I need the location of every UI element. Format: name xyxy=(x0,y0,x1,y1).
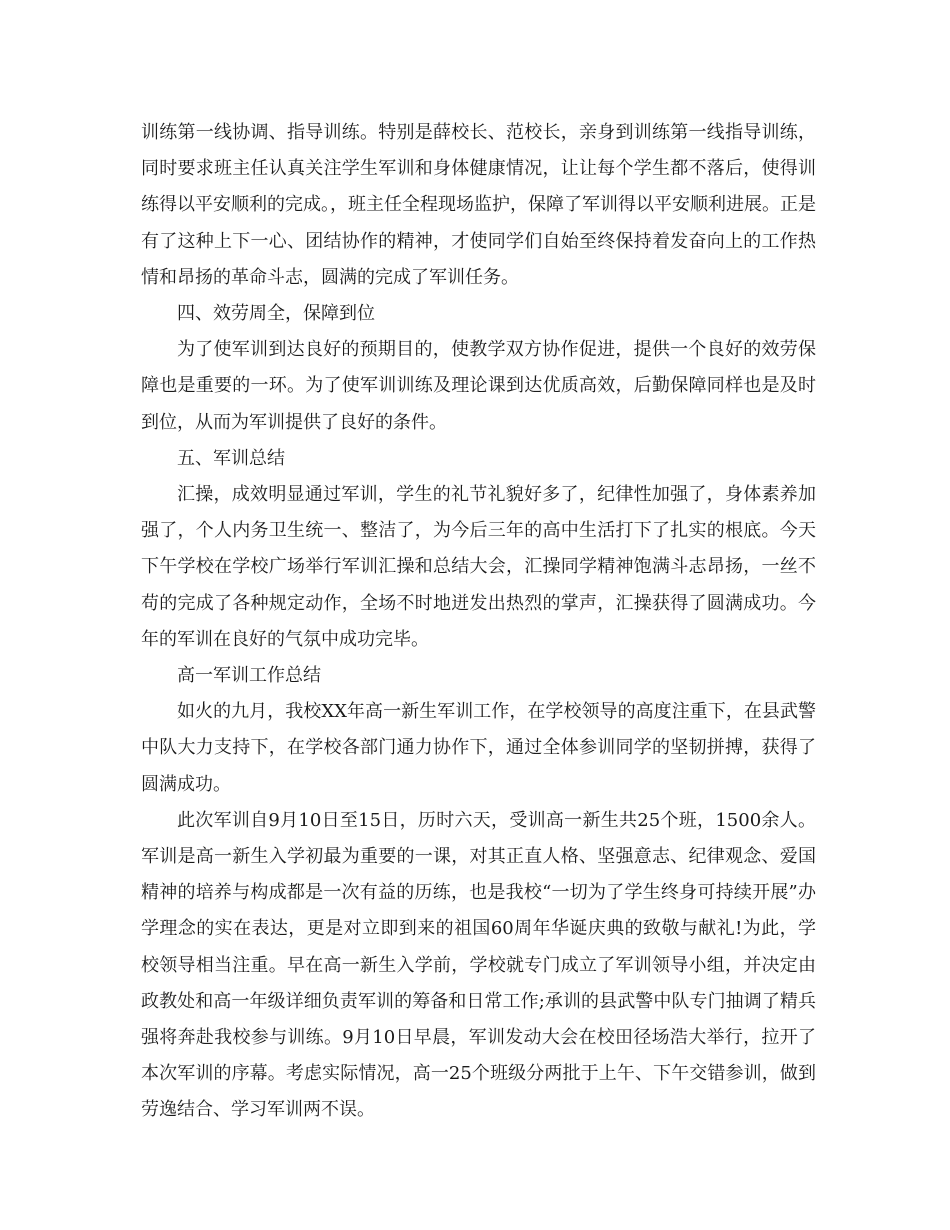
paragraph-grade-one-details: 此次军训自9月10日至15日，历时六天，受训高一新生共25个班，1500余人。军训是高一新生入学初最为重要的一课，对其正直人格、坚强意志、纪律观念、爱国精神的培养与构成都是一次有益的历练，也是我校“一切为了学生终身可持续开展”办学理念的实在表达，更是对立即到来的祖国60周年华诞庆典的致敬与献礼!为此，学校领导相当注重。早在高一新生入学前，学校就专门成立了军训领导小组，并决定由政教处和高一年级详细负责军训的筹备和日常工作;承训的县武警中队专门抽调了精兵强将奔赴我校参与训练。9月10日早晨，军训发动大会在校田径场浩大举行，拉开了本次军训的序幕。考虑实际情况，高一25个班级分两批于上午、下午交错参训，做到劳逸结合、学习军训两不误。 xyxy=(141,809,816,1121)
paragraph-training-summary: 汇操，成效明显通过军训，学生的礼节礼貌好多了，纪律性加强了，身体素养加强了，个人内务卫生统一、整洁了，为今后三年的高中生活打下了扎实的根底。今天下午学校在学校广场举行军训汇操和总结大会，汇操同学精神饱满斗志昂扬，一丝不苟的完成了各种规定动作，全场不时地迸发出热烈的掌声，汇操获得了圆满成功。今年的军训在良好的气氛中成功完毕。 xyxy=(141,484,816,650)
section-heading-training-summary: 五、军训总结 xyxy=(177,447,285,469)
section-heading-service-support: 四、效劳周全，保障到位 xyxy=(177,303,375,325)
paragraph-training-coordination: 训练第一线协调、指导训练。特别是薛校长、范校长，亲身到训练第一线指导训练，同时要求班主任认真关注学生军训和身体健康情况，让让每个学生都不落后，使得训练得以平安顺利的完成。，班主任全程现场监护，保障了军训得以平安顺利进展。正是有了这种上下一心、团结协作的精神，才使同学们自始至终保持着发奋向上的工作热情和昂扬的革命斗志，圆满的完成了军训任务。 xyxy=(141,122,816,288)
paragraph-service-support: 为了使军训到达良好的预期目的，使教学双方协作促进，提供一个良好的效劳保障也是重要的一环。为了使军训训练及理论课到达优质高效，后勤保障同样也是及时到位，从而为军训提供了良好的条件。 xyxy=(141,339,816,433)
paragraph-grade-one-intro: 如火的九月，我校XX年高一新生军训工作，在学校领导的高度注重下，在县武警中队大力支持下，在学校各部门通力协作下，通过全体参训同学的坚韧拼搏，获得了圆满成功。 xyxy=(141,701,816,795)
section-heading-grade-one-summary: 高一军训工作总结 xyxy=(177,665,321,687)
document-body xyxy=(141,115,816,1129)
